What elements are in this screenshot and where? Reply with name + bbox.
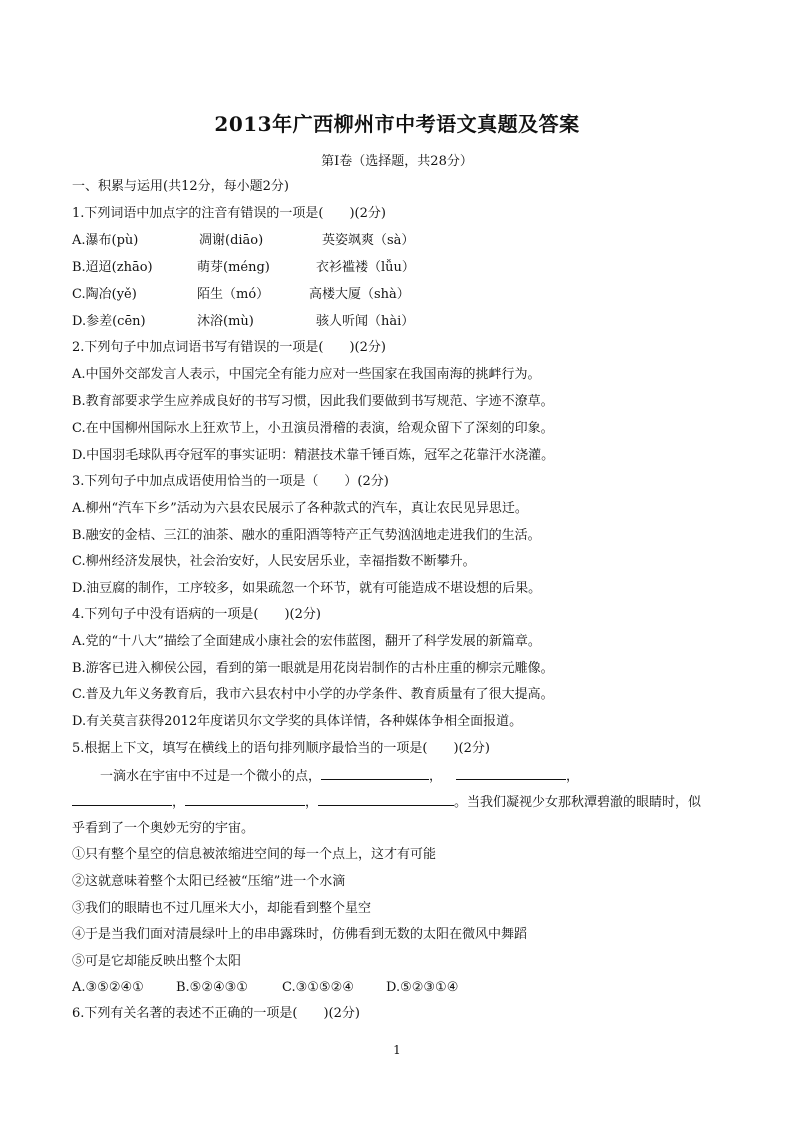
- option-cell: 萌芽(méng): [197, 260, 270, 275]
- choice-b: B.⑤②④③①: [176, 980, 248, 995]
- blank-separator: ，: [566, 769, 580, 784]
- question-4-option-b: B.游客已进入柳侯公园，看到的第一眼就是用花岗岩制作的古朴庄重的柳宗元雕像。: [72, 661, 554, 676]
- option-cell: D.参差(cēn): [72, 314, 146, 329]
- blank-separator: ，: [429, 769, 443, 784]
- question-3-option-d: D.油豆腐的制作，工序较多，如果疏忽一个环节，就有可能造成不堪设想的后果。: [72, 581, 542, 596]
- question-2-stem: 2.下列句子中加点词语书写有错误的一项是( )(2分): [72, 340, 386, 355]
- choice-a: A.③⑤②④①: [72, 980, 144, 995]
- option-cell: 高楼大厦（shà）: [309, 287, 410, 302]
- answer-blank[interactable]: [72, 793, 172, 806]
- question-5-item-5: ⑤可是它却能反映出整个太阳: [72, 954, 242, 969]
- question-4-option-d: D.有关莫言获得2012年度诺贝尔文学奖的具体详情，各种媒体争相全面报道。: [72, 714, 523, 729]
- question-3-option-b: B.融安的金桔、三江的油茶、融水的重阳酒等特产正气势汹汹地走进我们的生活。: [72, 528, 541, 543]
- section-heading: 一、积累与运用(共12分，每小题2分): [72, 179, 289, 194]
- option-cell: 英姿飒爽（sà）: [322, 233, 415, 248]
- option-cell: 凋谢(diāo): [199, 233, 264, 248]
- question-5-passage-line-2: [72, 793, 701, 812]
- question-6-stem: 6.下列有关名著的表述不正确的一项是( )(2分): [72, 1006, 360, 1021]
- option-cell: B.迢迢(zhāo): [72, 260, 153, 275]
- blank-separator: ，: [172, 795, 186, 810]
- passage-text: 。当我们凝视少女那秋潭碧澈的眼睛时，似: [454, 795, 702, 810]
- option-cell: 衣衫褴褛（lǚu）: [316, 260, 415, 275]
- option-cell: 沐浴(mù): [197, 314, 254, 329]
- question-2-option-a: A.中国外交部发言人表示，中国完全有能力应对一些国家在我国南海的挑衅行为。: [72, 367, 541, 382]
- question-5-item-2: ②这就意味着整个太阳已经被“压缩”进一个水滴: [72, 874, 346, 889]
- option-cell: C.陶冶(yě): [72, 287, 137, 302]
- question-5-passage-line-3: 乎看到了一个奥妙无穷的宇宙。: [72, 821, 255, 836]
- question-3-option-c: C.柳州经济发展快，社会治安好，人民安居乐业，幸福指数不断攀升。: [72, 554, 476, 569]
- question-5-item-3: ③我们的眼睛也不过几厘米大小，却能看到整个星空: [72, 901, 372, 916]
- passage-text: 一滴水在宇宙中不过是一个微小的点，: [100, 769, 322, 784]
- question-5-item-4: ④于是当我们面对清晨绿叶上的串串露珠时，仿佛看到无数的太阳在微风中舞蹈: [72, 927, 528, 942]
- option-cell: 骇人听闻（hài）: [316, 314, 415, 329]
- question-4-stem: 4.下列句子中没有语病的一项是( )(2分): [72, 607, 321, 622]
- blank-separator: ，: [305, 795, 319, 810]
- question-2-option-d: D.中国羽毛球队再夺冠军的事实证明：精湛技术靠千锤百炼，冠军之花靠汗水浇灌。: [72, 448, 555, 463]
- option-cell: 陌生（mó）: [197, 287, 270, 302]
- question-5-item-1: ①只有整个星空的信息被浓缩进空间的每一个点上，这才有可能: [72, 847, 437, 862]
- answer-blank[interactable]: [456, 767, 566, 780]
- choice-d: D.⑤②③①④: [386, 980, 459, 995]
- answer-blank[interactable]: [185, 793, 305, 806]
- question-5-stem: 5.根据上下文，填写在横线上的语句排列顺序最恰当的一项是( )(2分): [72, 741, 490, 756]
- option-cell: A.瀑布(pù): [72, 233, 139, 248]
- question-3-stem: 3.下列句子中加点成语使用恰当的一项是（ ）(2分): [72, 474, 389, 489]
- choice-c: C.③①⑤②④: [282, 980, 354, 995]
- question-3-option-a: A.柳州“汽车下乡”活动为六县农民展示了各种款式的汽车，真让农民见异思迁。: [72, 501, 528, 516]
- question-1-stem: 1.下列词语中加点字的注音有错误的一项是( )(2分): [72, 206, 386, 221]
- question-4-option-a: A.党的“十八大”描绘了全面建成小康社会的宏伟蓝图，翻开了科学发展的新篇章。: [72, 634, 541, 649]
- question-2-option-c: C.在中国柳州国际水上狂欢节上，小丑演员滑稽的表演，给观众留下了深刻的印象。: [72, 421, 554, 436]
- question-5-passage-line-1: [100, 767, 579, 786]
- page-number: 1: [393, 1043, 401, 1057]
- page-subtitle: 第Ⅰ卷（选择题，共28分）: [321, 154, 473, 169]
- answer-blank[interactable]: [318, 793, 454, 806]
- page-title: 2013年广西柳州市中考语文真题及答案: [214, 112, 580, 136]
- question-2-option-b: B.教育部要求学生应养成良好的书写习惯，因此我们要做到书写规范、字迹不潦草。: [72, 394, 554, 409]
- answer-blank[interactable]: [321, 767, 429, 780]
- question-4-option-c: C.普及九年义务教育后，我市六县农村中小学的办学条件、教育质量有了很大提高。: [72, 687, 554, 702]
